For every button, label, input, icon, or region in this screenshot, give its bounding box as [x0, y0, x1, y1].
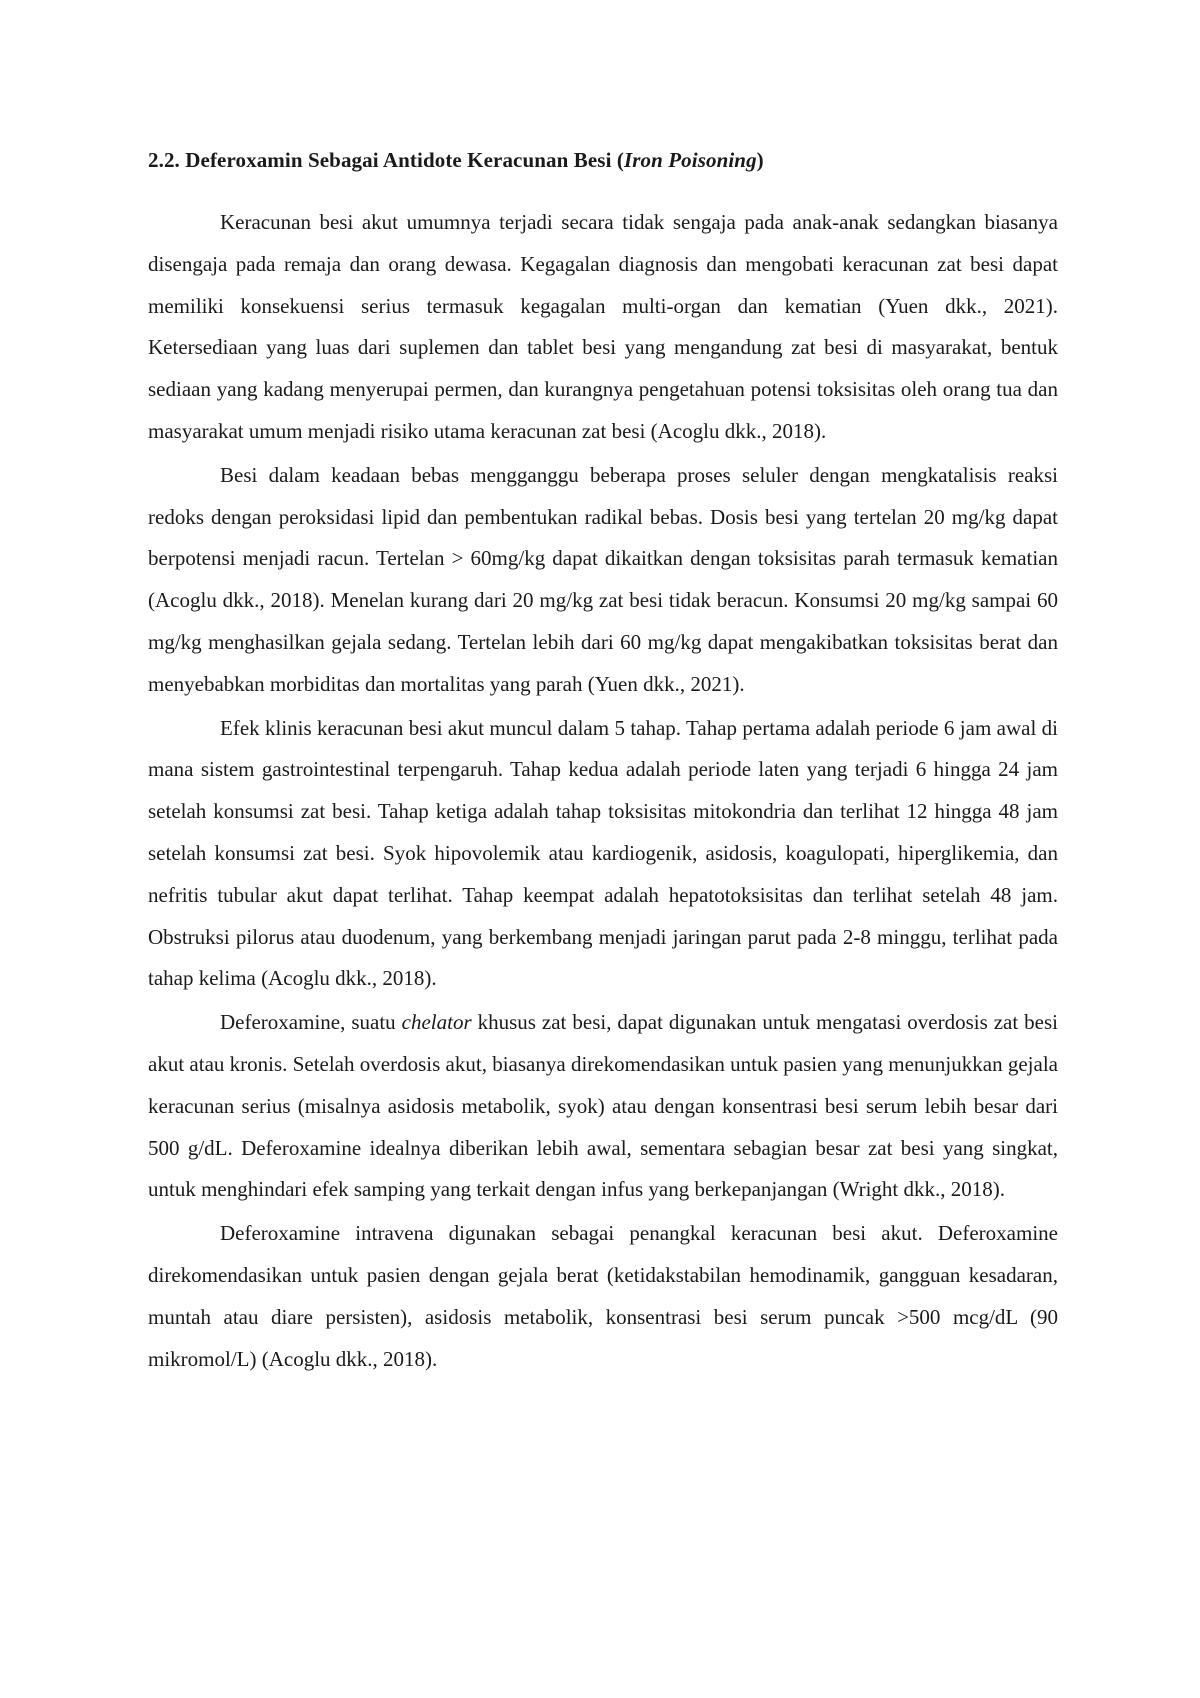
- section-number: 2.2.: [148, 148, 180, 172]
- paragraph-1: Keracunan besi akut umumnya terjadi secara tidak sengaja pada anak-anak sedangkan biasanya disengaja pada remaja dan orang dewasa. Kegagalan diagnosis dan mengobati keracunan zat besi dapat memiliki konsekuensi serius termasuk kegagalan multi-organ dan kematian (Yuen dkk., 2021). Ketersediaan yang luas dari suplemen dan tablet besi yang mengandung zat besi di masyarakat, bentuk sediaan yang kadang menyerupai permen, dan kurangnya pengetahuan potensi toksisitas oleh orang tua dan masyarakat umum menjadi risiko utama keracunan zat besi (Acoglu dkk., 2018).: [148, 210, 1058, 443]
- section-title: Deferoxamin Sebagai Antidote Keracunan Besi: [185, 148, 612, 172]
- paragraph-2: Besi dalam keadaan bebas mengganggu beberapa proses seluler dengan mengkatalisis reaksi redoks dengan peroksidasi lipid dan pembentukan radikal bebas. Dosis besi yang tertelan 20 mg/kg dapat berpotensi menjadi racun. Tertelan > 60mg/kg dapat dikaitkan dengan toksisitas parah termasuk kematian (Acoglu dkk., 2018). Menelan kurang dari 20 mg/kg zat besi tidak beracun. Konsumsi 20 mg/kg sampai 60 mg/kg menghasilkan gejala sedang. Tertelan lebih dari 60 mg/kg dapat mengakibatkan toksisitas berat dan menyebabkan morbiditas dan mortalitas yang parah (Yuen dkk., 2021).: [148, 462, 1058, 696]
- paragraph-5: Deferoxamine intravena digunakan sebagai penangkal keracunan besi akut. Deferoxamine direkomendasikan untuk pasien dengan gejala berat (ketidakstabilan hemodinamik, gangguan kesadaran, muntah atau diare persisten), asidosis metabolik, konsentrasi besi serum puncak >500 mcg/dL (90 mikromol/L) (Acoglu dkk., 2018).: [148, 1221, 1058, 1371]
- paragraph-3: Efek klinis keracunan besi akut muncul dalam 5 tahap. Tahap pertama adalah periode 6 jam awal di mana sistem gastrointestinal terpengaruh. Tahap kedua adalah periode laten yang terjadi 6 hingga 24 jam setelah konsumsi zat besi. Tahap ketiga adalah tahap toksisitas mitokondria dan terlihat 12 hingga 48 jam setelah konsumsi zat besi. Syok hipovolemik atau kardiogenik, asidosis, koagulopati, hiperglikemia, dan nefritis tubular akut dapat terlihat. Tahap keempat adalah hepatotoksisitas dan terlihat setelah 48 jam. Obstruksi pilorus atau duodenum, yang berkembang menjadi jaringan parut pada 2-8 minggu, terlihat pada tahap kelima (Acoglu dkk., 2018).: [148, 715, 1058, 991]
- document-body: [148, 140, 1058, 1382]
- paragraph-4: Deferoxamine, suatu chelator khusus zat besi, dapat digunakan untuk mengatasi overdosis zat besi akut atau kronis. Setelah overdosis akut, biasanya direkomendasikan untuk pasien yang menunjukkan gejala keracunan serius (misalnya asidosis metabolik, syok) atau dengan konsentrasi besi serum lebih besar dari 500 g/dL. Deferoxamine idealnya diberikan lebih awal, sementara sebagian besar zat besi yang singkat, untuk menghindari efek samping yang terkait dengan infus yang berkepanjangan (Wright dkk., 2018).: [148, 1010, 1058, 1202]
- italic-term: chelator: [401, 1010, 472, 1035]
- section-heading: 2.2. Deferoxamin Sebagai Antidote Keracunan Besi (Iron Poisoning): [148, 148, 764, 172]
- section-title-italic: Iron Poisoning: [623, 148, 757, 172]
